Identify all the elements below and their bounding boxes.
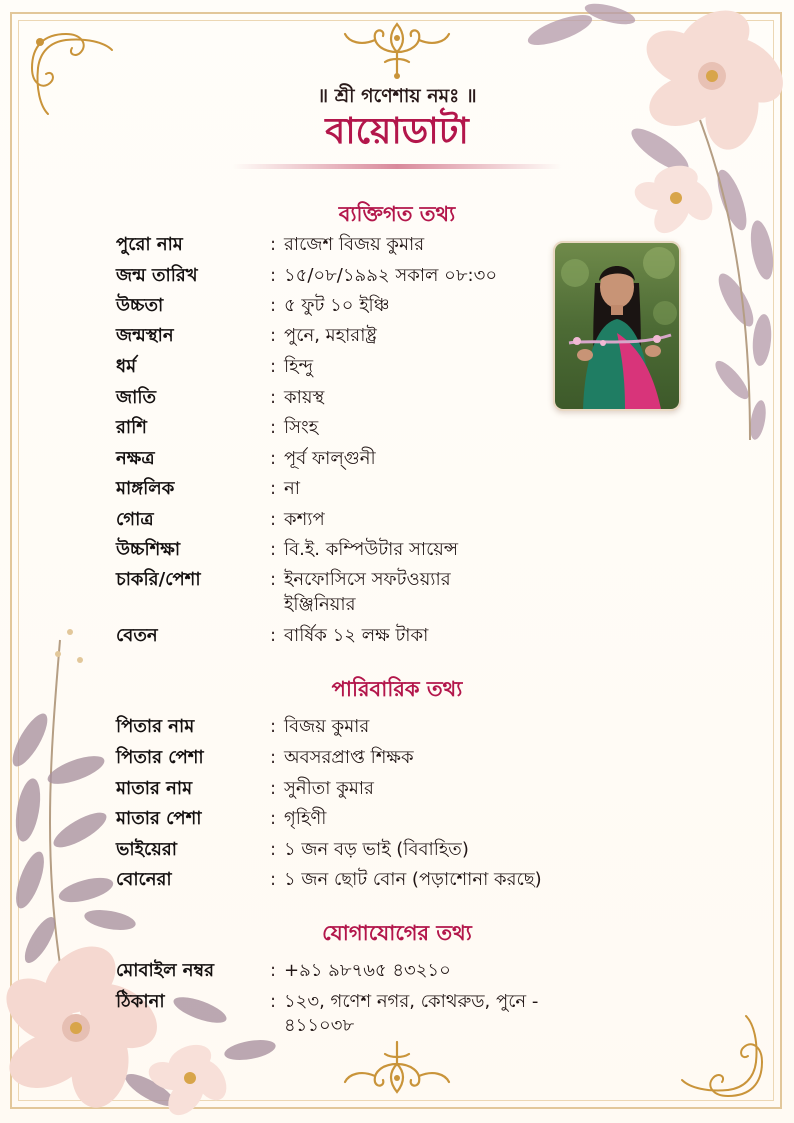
gold-corner-swirl-icon: [678, 1012, 768, 1102]
row-value: ১৫/০৮/১৯৯২ সকাল ০৮:৩০: [284, 265, 498, 286]
row-value: রাজেশ বিজয় কুমার: [284, 234, 425, 255]
row-label: পিতার নাম: [116, 716, 195, 737]
portrait-image: [555, 243, 679, 409]
portrait-photo: [553, 241, 681, 411]
row-colon: :: [270, 234, 277, 255]
row-value: ১২৩, গণেশ নগর, কোথরুড, পুনে - ৪১১০৩৮: [284, 991, 539, 1036]
row-label: মাতার পেশা: [116, 808, 202, 829]
section-title-personal: ব্যক্তিগত তথ্য: [338, 201, 456, 226]
row-colon: :: [270, 356, 277, 377]
row-label: মাঙ্গলিক: [116, 478, 175, 499]
section-title-family: পারিবারিক তথ্য: [331, 676, 463, 701]
row-colon: :: [270, 539, 277, 560]
row-value: কশ্যপ: [284, 509, 325, 530]
row-label: ভাইয়েরা: [116, 839, 177, 860]
row-value: ১ জন ছোট বোন (পড়াশোনা করছে): [284, 869, 542, 890]
row-colon: :: [270, 991, 277, 1012]
row-colon: :: [270, 778, 277, 799]
row-label: পুরো নাম: [116, 234, 183, 255]
row-colon: :: [270, 716, 277, 737]
row-colon: :: [270, 387, 277, 408]
row-label: উচ্চশিক্ষা: [116, 539, 181, 560]
row-value-continued: ইঞ্জিনিয়ার: [284, 594, 356, 615]
row-colon: :: [270, 747, 277, 768]
gold-filigree-icon: [337, 1036, 457, 1098]
row-value: বার্ষিক ১২ লক্ষ টাকা: [284, 625, 429, 646]
row-label: গোত্র: [116, 509, 154, 530]
row-value: সুনীতা কুমার: [284, 778, 374, 799]
row-label: চাকরি/পেশা: [116, 569, 201, 590]
row-colon: :: [270, 569, 277, 590]
row-colon: :: [270, 417, 277, 438]
row-value: ৫ ফুট ১০ ইঞ্চি: [284, 295, 390, 316]
row-colon: :: [270, 509, 277, 530]
row-colon: :: [270, 295, 277, 316]
row-label: পিতার পেশা: [116, 747, 204, 768]
row-value: গৃহিণী: [284, 808, 327, 829]
row-label: বোনেরা: [116, 869, 172, 890]
row-label: উচ্চতা: [116, 295, 164, 316]
row-value: বি.ই. কম্পিউটার সায়েন্স: [284, 539, 459, 560]
row-value: বিজয় কুমার: [284, 716, 370, 737]
row-value: পূর্ব ফাল্গুনী: [284, 448, 376, 469]
row-value: ইনফোসিসে সফটওয়্যার: [284, 569, 451, 590]
row-label: জন্মস্থান: [116, 325, 174, 346]
row-value: +৯১ ৯৮৭৬৫ ৪৩২১০: [284, 960, 451, 981]
row-value: সিংহ: [284, 417, 319, 438]
row-label: রাশি: [116, 417, 147, 438]
row-value: কায়স্থ: [284, 387, 325, 408]
row-colon: :: [270, 869, 277, 890]
row-label: ধর্ম: [116, 356, 137, 377]
page-title: বায়োডাটা: [325, 110, 469, 152]
row-colon: :: [270, 448, 277, 469]
row-label: মাতার নাম: [116, 778, 193, 799]
row-label: বেতন: [116, 625, 158, 646]
row-label: মোবাইল নম্বর: [116, 960, 215, 981]
row-colon: :: [270, 325, 277, 346]
row-value: না: [284, 478, 300, 499]
row-colon: :: [270, 839, 277, 860]
row-label: জন্ম তারিখ: [116, 265, 198, 286]
row-value: পুনে, মহারাষ্ট্র: [284, 325, 377, 346]
row-colon: :: [270, 625, 277, 646]
row-label: নক্ষত্র: [116, 448, 155, 469]
row-label: ঠিকানা: [116, 991, 165, 1012]
invocation-text: ॥ শ্রী গণেশায় নমঃ ॥: [317, 85, 477, 107]
row-value: হিন্দু: [284, 356, 314, 377]
row-colon: :: [270, 808, 277, 829]
row-colon: :: [270, 960, 277, 981]
row-label: জাতি: [116, 387, 156, 408]
row-colon: :: [270, 265, 277, 286]
row-value: অবসরপ্রাপ্ত শিক্ষক: [284, 747, 414, 768]
row-value: ১ জন বড় ভাই (বিবাহিত): [284, 839, 469, 860]
title-divider: [232, 164, 562, 169]
row-colon: :: [270, 478, 277, 499]
gold-filigree-icon: [337, 18, 457, 80]
section-title-contact: যোগাযোগের তথ্য: [322, 920, 472, 945]
